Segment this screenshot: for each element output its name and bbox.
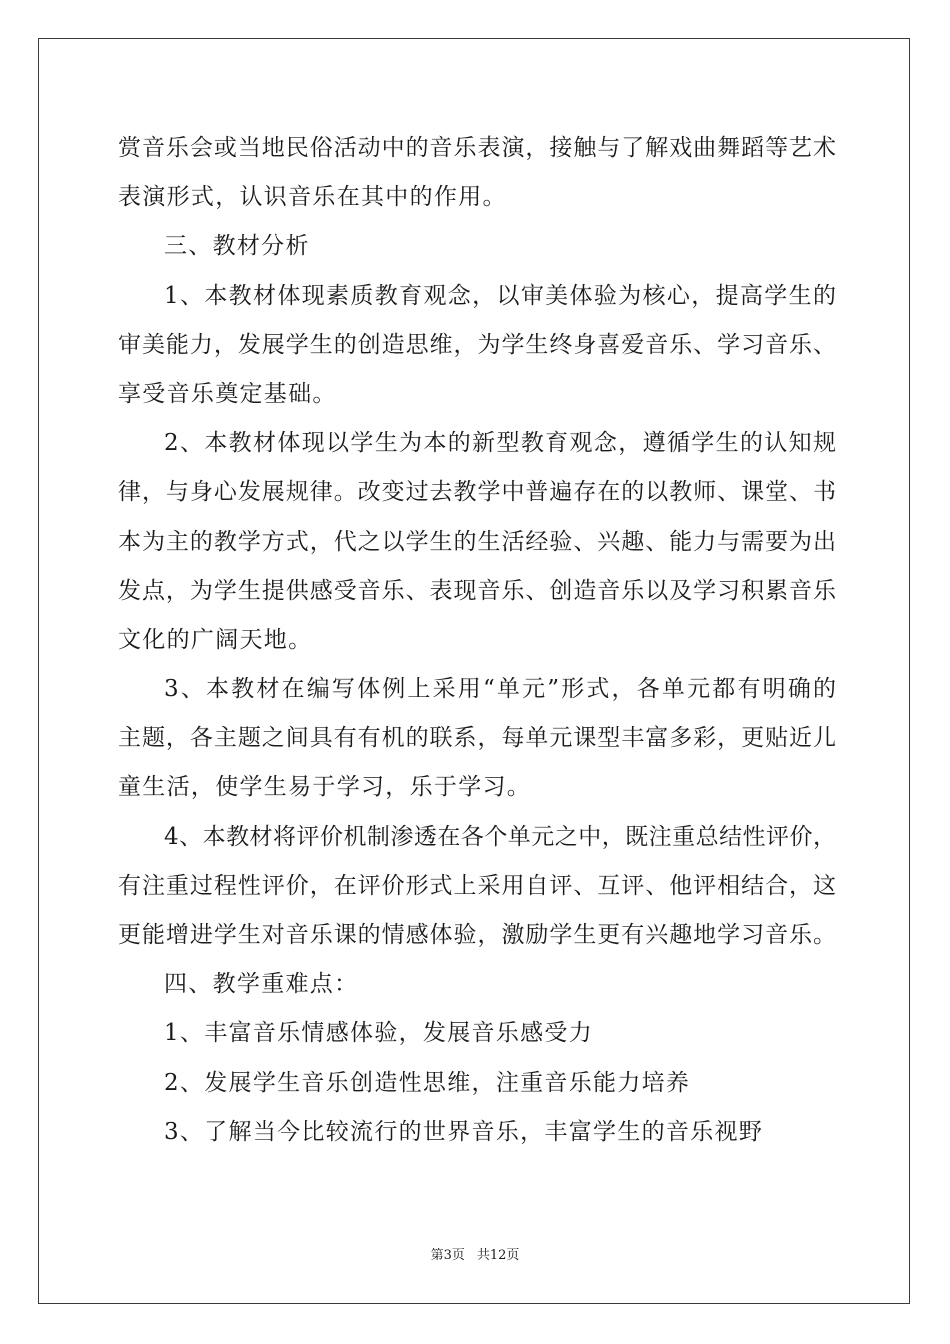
text-line: 本为主的教学方式，代之以学生的生活经验、兴趣、能力与需要为出 xyxy=(118,528,836,555)
text-line: 发点，为学生提供感受音乐、表现音乐、创造音乐以及学习积累音乐 xyxy=(118,577,836,604)
list-item: 3、了解当今比较流行的世界音乐，丰富学生的音乐视野 xyxy=(164,1118,764,1145)
total-pages: 共12页 xyxy=(476,1248,520,1263)
list-item: 2、发展学生音乐创造性思维，注重音乐能力培养 xyxy=(164,1069,691,1096)
page-footer xyxy=(0,1247,950,1265)
document-body xyxy=(118,124,836,1157)
text-line: 4、本教材将评价机制渗透在各个单元之中，既注重总结性评价， xyxy=(164,823,836,850)
text-line: 享受音乐奠定基础。 xyxy=(118,380,337,407)
text-line: 审美能力，发展学生的创造思维，为学生终身喜爱音乐、学习音乐、 xyxy=(118,331,836,358)
text-line: 1、本教材体现素质教育观念，以审美体验为核心，提高学生的 xyxy=(164,282,836,309)
text-line: 主题，各主题之间具有有机的联系，每单元课型丰富多彩，更贴近儿 xyxy=(118,725,836,752)
text-line: 更能增进学生对音乐课的情感体验，激励学生更有兴趣地学习音乐。 xyxy=(118,922,836,948)
page-number: 第3页 xyxy=(430,1248,465,1263)
list-item: 1、丰富音乐情感体验，发展音乐感受力 xyxy=(164,1020,594,1047)
text-line: 有注重过程性评价，在评价形式上采用自评、互评、他评相结合，这 xyxy=(118,872,836,899)
text-line: 赏音乐会或当地民俗活动中的音乐表演，接触与了解戏曲舞蹈等艺术 xyxy=(118,135,836,161)
section-heading: 四、教学重难点： xyxy=(164,971,359,998)
text-line: 2、本教材体现以学生为本的新型教育观念，遵循学生的认知规 xyxy=(164,430,836,457)
text-line: 表演形式，认识音乐在其中的作用。 xyxy=(118,184,507,211)
text-line: 律，与身心发展规律。改变过去教学中普遍存在的以教师、课堂、书 xyxy=(118,479,836,506)
text-line: 童生活，使学生易于学习，乐于学习。 xyxy=(118,774,532,801)
text-line: 文化的广阔天地。 xyxy=(118,626,313,653)
text-line: 3、本教材在编写体例上采用“单元”形式，各单元都有明确的 xyxy=(164,676,836,703)
section-heading: 三、教材分析 xyxy=(164,233,310,260)
